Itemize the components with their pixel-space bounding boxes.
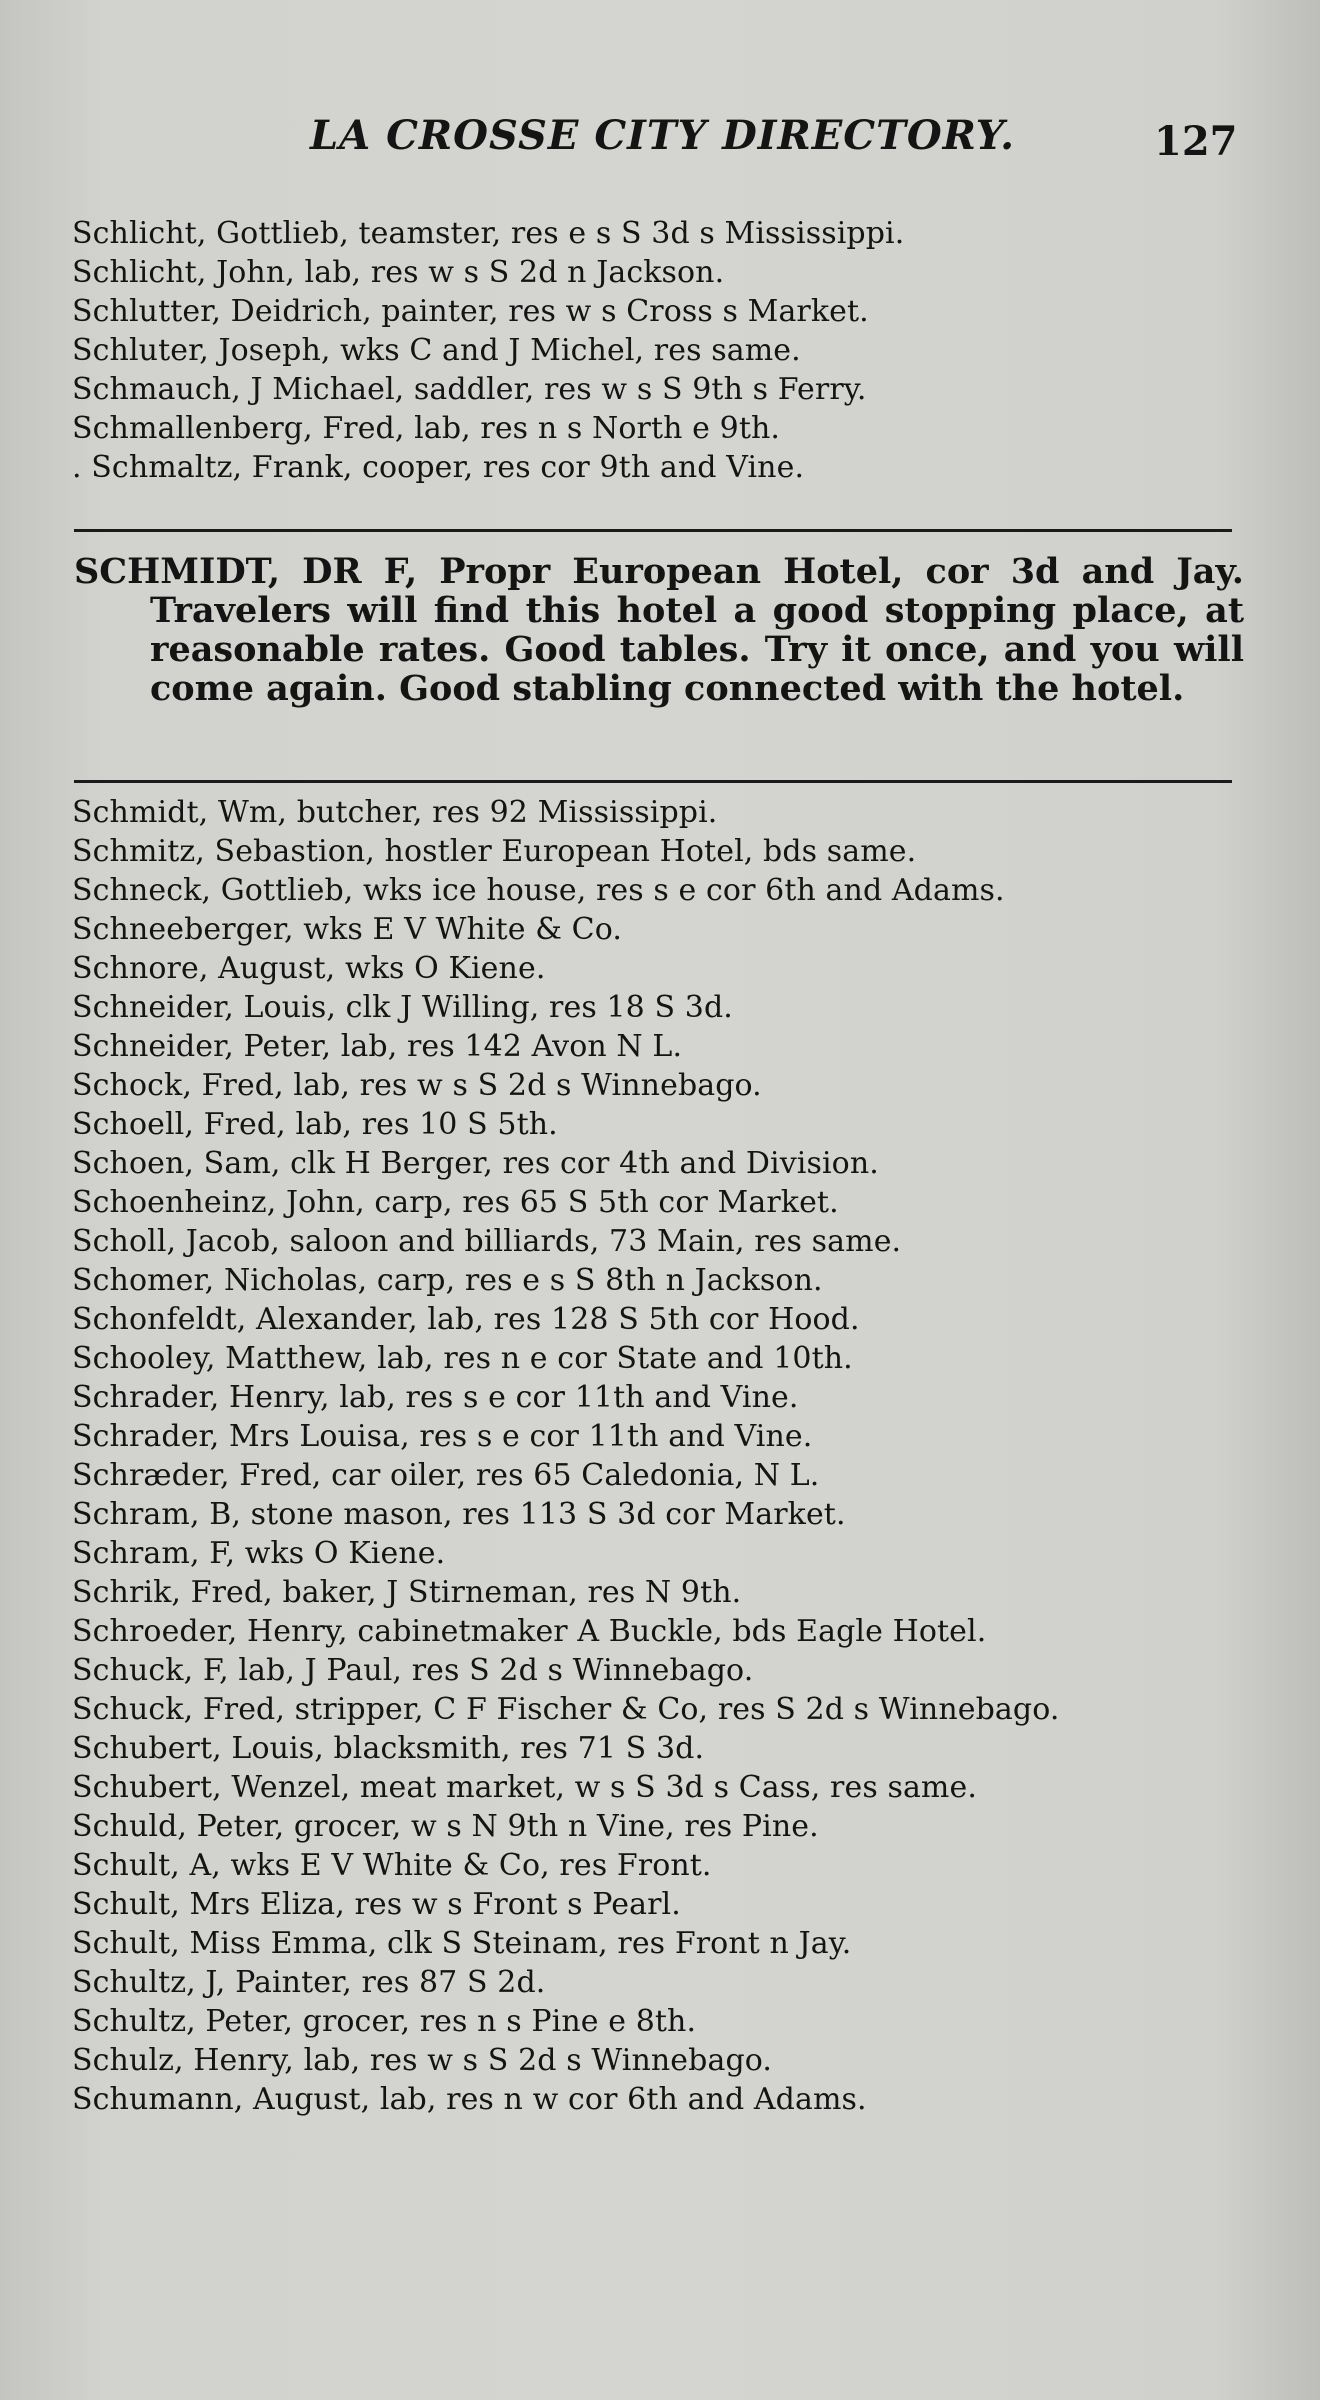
directory-entry: Schult, A, wks E V White & Co, res Front. <box>72 1848 712 1883</box>
directory-entry: Schmallenberg, Fred, lab, res n s North e 9th. <box>72 411 781 446</box>
directory-entry: Schonfeldt, Alexander, lab, res 128 S 5th cor Hood. <box>72 1302 860 1337</box>
directory-entry: Schubert, Wenzel, meat market, w s S 3d s Cass, res same. <box>72 1770 977 1805</box>
directory-entry: Schnore, August, wks O Kiene. <box>72 951 546 986</box>
directory-entry: Schneeberger, wks E V White & Co. <box>72 912 622 947</box>
directory-entry: Schrader, Mrs Louisa, res s e cor 11th and Vine. <box>72 1419 813 1454</box>
directory-entry: Schneider, Louis, clk J Willing, res 18 S 3d. <box>72 990 733 1025</box>
directory-entry: Schmauch, J Michael, saddler, res w s S 9th s Ferry. <box>72 372 867 407</box>
directory-entry: Schult, Mrs Eliza, res w s Front s Pearl. <box>72 1887 681 1922</box>
directory-entry: Schlicht, John, lab, res w s S 2d n Jackson. <box>72 255 725 290</box>
directory-entry: Schluter, Joseph, wks C and J Michel, res same. <box>72 333 801 368</box>
directory-entry: Schneider, Peter, lab, res 142 Avon N L. <box>72 1029 683 1064</box>
directory-entry: Schlutter, Deidrich, painter, res w s Cross s Market. <box>72 294 869 329</box>
advert-bottom-rule <box>74 780 1232 783</box>
page-header <box>0 112 1320 172</box>
directory-entry: Schoen, Sam, clk H Berger, res cor 4th and Division. <box>72 1146 879 1181</box>
directory-entry: Scholl, Jacob, saloon and billiards, 73 Main, res same. <box>72 1224 902 1259</box>
directory-entry: Schram, B, stone mason, res 113 S 3d cor Market. <box>72 1497 846 1532</box>
directory-entry: Schrik, Fred, baker, J Stirneman, res N 9th. <box>72 1575 742 1610</box>
hotel-advertisement: SCHMIDT, DR F, Propr European Hotel, cor 3d and Jay. Travelers will find this hotel a good stopping place, at reasonable rates. Good tables. Try it once, and you will come again. Good stabling connected with the hotel. <box>74 551 1244 709</box>
directory-entry: Schult, Miss Emma, clk S Steinam, res Front n Jay. <box>72 1926 852 1961</box>
directory-entry: Schmitz, Sebastion, hostler European Hotel, bds same. <box>72 834 917 869</box>
directory-entry: Schlicht, Gottlieb, teamster, res e s S 3d s Mississippi. <box>72 216 905 251</box>
directory-entry: Schooley, Matthew, lab, res n e cor State and 10th. <box>72 1341 853 1376</box>
directory-entry: Schuld, Peter, grocer, w s N 9th n Vine, res Pine. <box>72 1809 819 1844</box>
page-number: 127 <box>1154 118 1238 165</box>
directory-entry: Schrader, Henry, lab, res s e cor 11th and Vine. <box>72 1380 799 1415</box>
directory-entry: Schuck, Fred, stripper, C F Fischer & Co, res S 2d s Winnebago. <box>72 1692 1060 1727</box>
directory-entry: Schneck, Gottlieb, wks ice house, res s e cor 6th and Adams. <box>72 873 1005 908</box>
directory-entry: Schoenheinz, John, carp, res 65 S 5th cor Market. <box>72 1185 839 1220</box>
directory-entry: Schultz, Peter, grocer, res n s Pine e 8th. <box>72 2004 697 2039</box>
advert-top-rule <box>74 529 1232 532</box>
directory-entry: Schulz, Henry, lab, res w s S 2d s Winnebago. <box>72 2043 773 2078</box>
directory-entries-bottom <box>72 793 1252 2119</box>
directory-entry: Schoell, Fred, lab, res 10 S 5th. <box>72 1107 558 1142</box>
directory-entry: . Schmaltz, Frank, cooper, res cor 9th and Vine. <box>72 450 805 485</box>
directory-entry: Schock, Fred, lab, res w s S 2d s Winnebago. <box>72 1068 762 1103</box>
directory-entry: Schubert, Louis, blacksmith, res 71 S 3d. <box>72 1731 705 1766</box>
directory-entry: Schræder, Fred, car oiler, res 65 Caledonia, N L. <box>72 1458 820 1493</box>
directory-entry: Schram, F, wks O Kiene. <box>72 1536 446 1571</box>
directory-entry: Schuck, F, lab, J Paul, res S 2d s Winnebago. <box>72 1653 754 1688</box>
directory-entries-top <box>72 214 1252 487</box>
running-title: LA CROSSE CITY DIRECTORY. <box>310 112 1016 159</box>
directory-entry: Schmidt, Wm, butcher, res 92 Mississippi. <box>72 795 718 830</box>
directory-entry: Schumann, August, lab, res n w cor 6th and Adams. <box>72 2082 867 2117</box>
directory-entry: Schroeder, Henry, cabinetmaker A Buckle, bds Eagle Hotel. <box>72 1614 987 1649</box>
directory-entry: Schomer, Nicholas, carp, res e s S 8th n Jackson. <box>72 1263 823 1298</box>
directory-entry: Schultz, J, Painter, res 87 S 2d. <box>72 1965 546 2000</box>
